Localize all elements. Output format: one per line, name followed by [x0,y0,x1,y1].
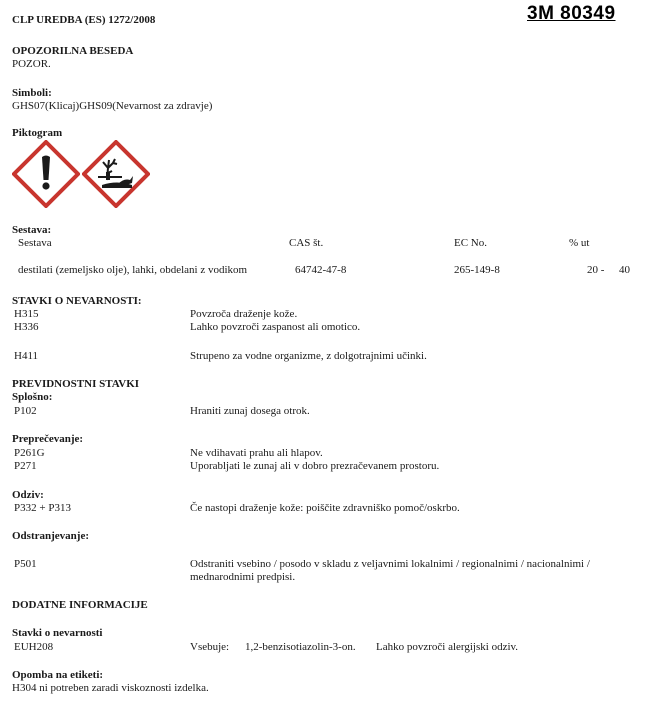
precaution-code: P261G [14,447,45,459]
euh-code: EUH208 [14,641,54,653]
additional-hazard-heading: Stavki o nevarnosti [12,627,103,639]
symbols-heading: Simboli: [12,87,52,99]
label-note-heading: Opomba na etiketi: [12,669,104,681]
label-note-text: H304 ni potreben zaradi viskoznosti izdelka. [12,682,209,694]
response-heading: Odziv: [12,489,44,501]
signal-word-value: POZOR. [12,58,51,70]
column-header-percent: % ut [569,237,590,249]
precaution-text: Uporabljati le zunaj ali v dobro prezračevanem prostoru. [190,460,440,472]
signal-word-heading: OPOZORILNA BESEDA [12,45,134,57]
hazard-code: H411 [14,350,39,362]
environment-hazard-icon [82,140,150,208]
hazard-text: Povzroča draženje kože. [190,308,298,320]
column-header-substance: Sestava [18,237,52,249]
hazard-code: H336 [14,321,39,333]
composition-heading: Sestava: [12,224,52,236]
precaution-text: Ne vdihavati prahu ali hlapov. [190,447,323,459]
precaution-text: Hraniti zunaj dosega otrok. [190,405,310,417]
hazard-text: Lahko povzroči zaspanost ali omotico. [190,321,361,333]
general-heading: Splošno: [12,391,53,403]
precaution-code: P102 [14,405,37,417]
precautionary-heading: PREVIDNOSTNI STAVKI [12,378,140,390]
precaution-text-continued: mednarodnimi predpisi. [190,571,296,583]
precaution-code: P271 [14,460,37,472]
disposal-heading: Odstranjevanje: [12,530,89,542]
pictogram-heading: Piktogram [12,127,63,139]
exclamation-mark-icon [12,140,80,208]
precaution-code: P501 [14,558,37,570]
precaution-code: P332 + P313 [14,502,71,514]
contains-label: Vsebuje: [190,641,230,653]
precaution-text: Če nastopi draženje kože: poiščite zdravniško pomoč/oskrbo. [190,502,460,514]
substance-name: 1,2-benzisotiazolin-3-on. [245,641,356,653]
product-code: 3M 80349 [527,3,616,24]
euh-text: Lahko povzroči alergijski odziv. [376,641,519,653]
additional-info-heading: DODATNE INFORMACIJE [12,599,148,611]
percent-from: 20 - [587,264,605,276]
regulation-title: CLP UREDBA (ES) 1272/2008 [12,14,156,26]
cas-number: 64742-47-8 [295,264,347,276]
hazard-text: Strupeno za vodne organizme, z dolgotrajnimi učinki. [190,350,427,362]
column-header-cas: CAS št. [289,237,324,249]
prevention-heading: Preprečevanje: [12,433,84,445]
substance-name: destilati (zemeljsko olje), lahki, obdelani z vodikom [18,264,248,276]
precaution-text: Odstraniti vsebino / posodo v skladu z veljavnimi lokalnimi / regionalnimi / nacionalnimi / [190,558,590,570]
hazard-code: H315 [14,308,39,320]
symbols-value: GHS07(Klicaj)GHS09(Nevarnost za zdravje) [12,100,213,112]
percent-to: 40 [619,264,630,276]
column-header-ec: EC No. [454,237,487,249]
ec-number: 265-149-8 [454,264,500,276]
hazard-statements-heading: STAVKI O NEVARNOSTI: [12,295,142,307]
